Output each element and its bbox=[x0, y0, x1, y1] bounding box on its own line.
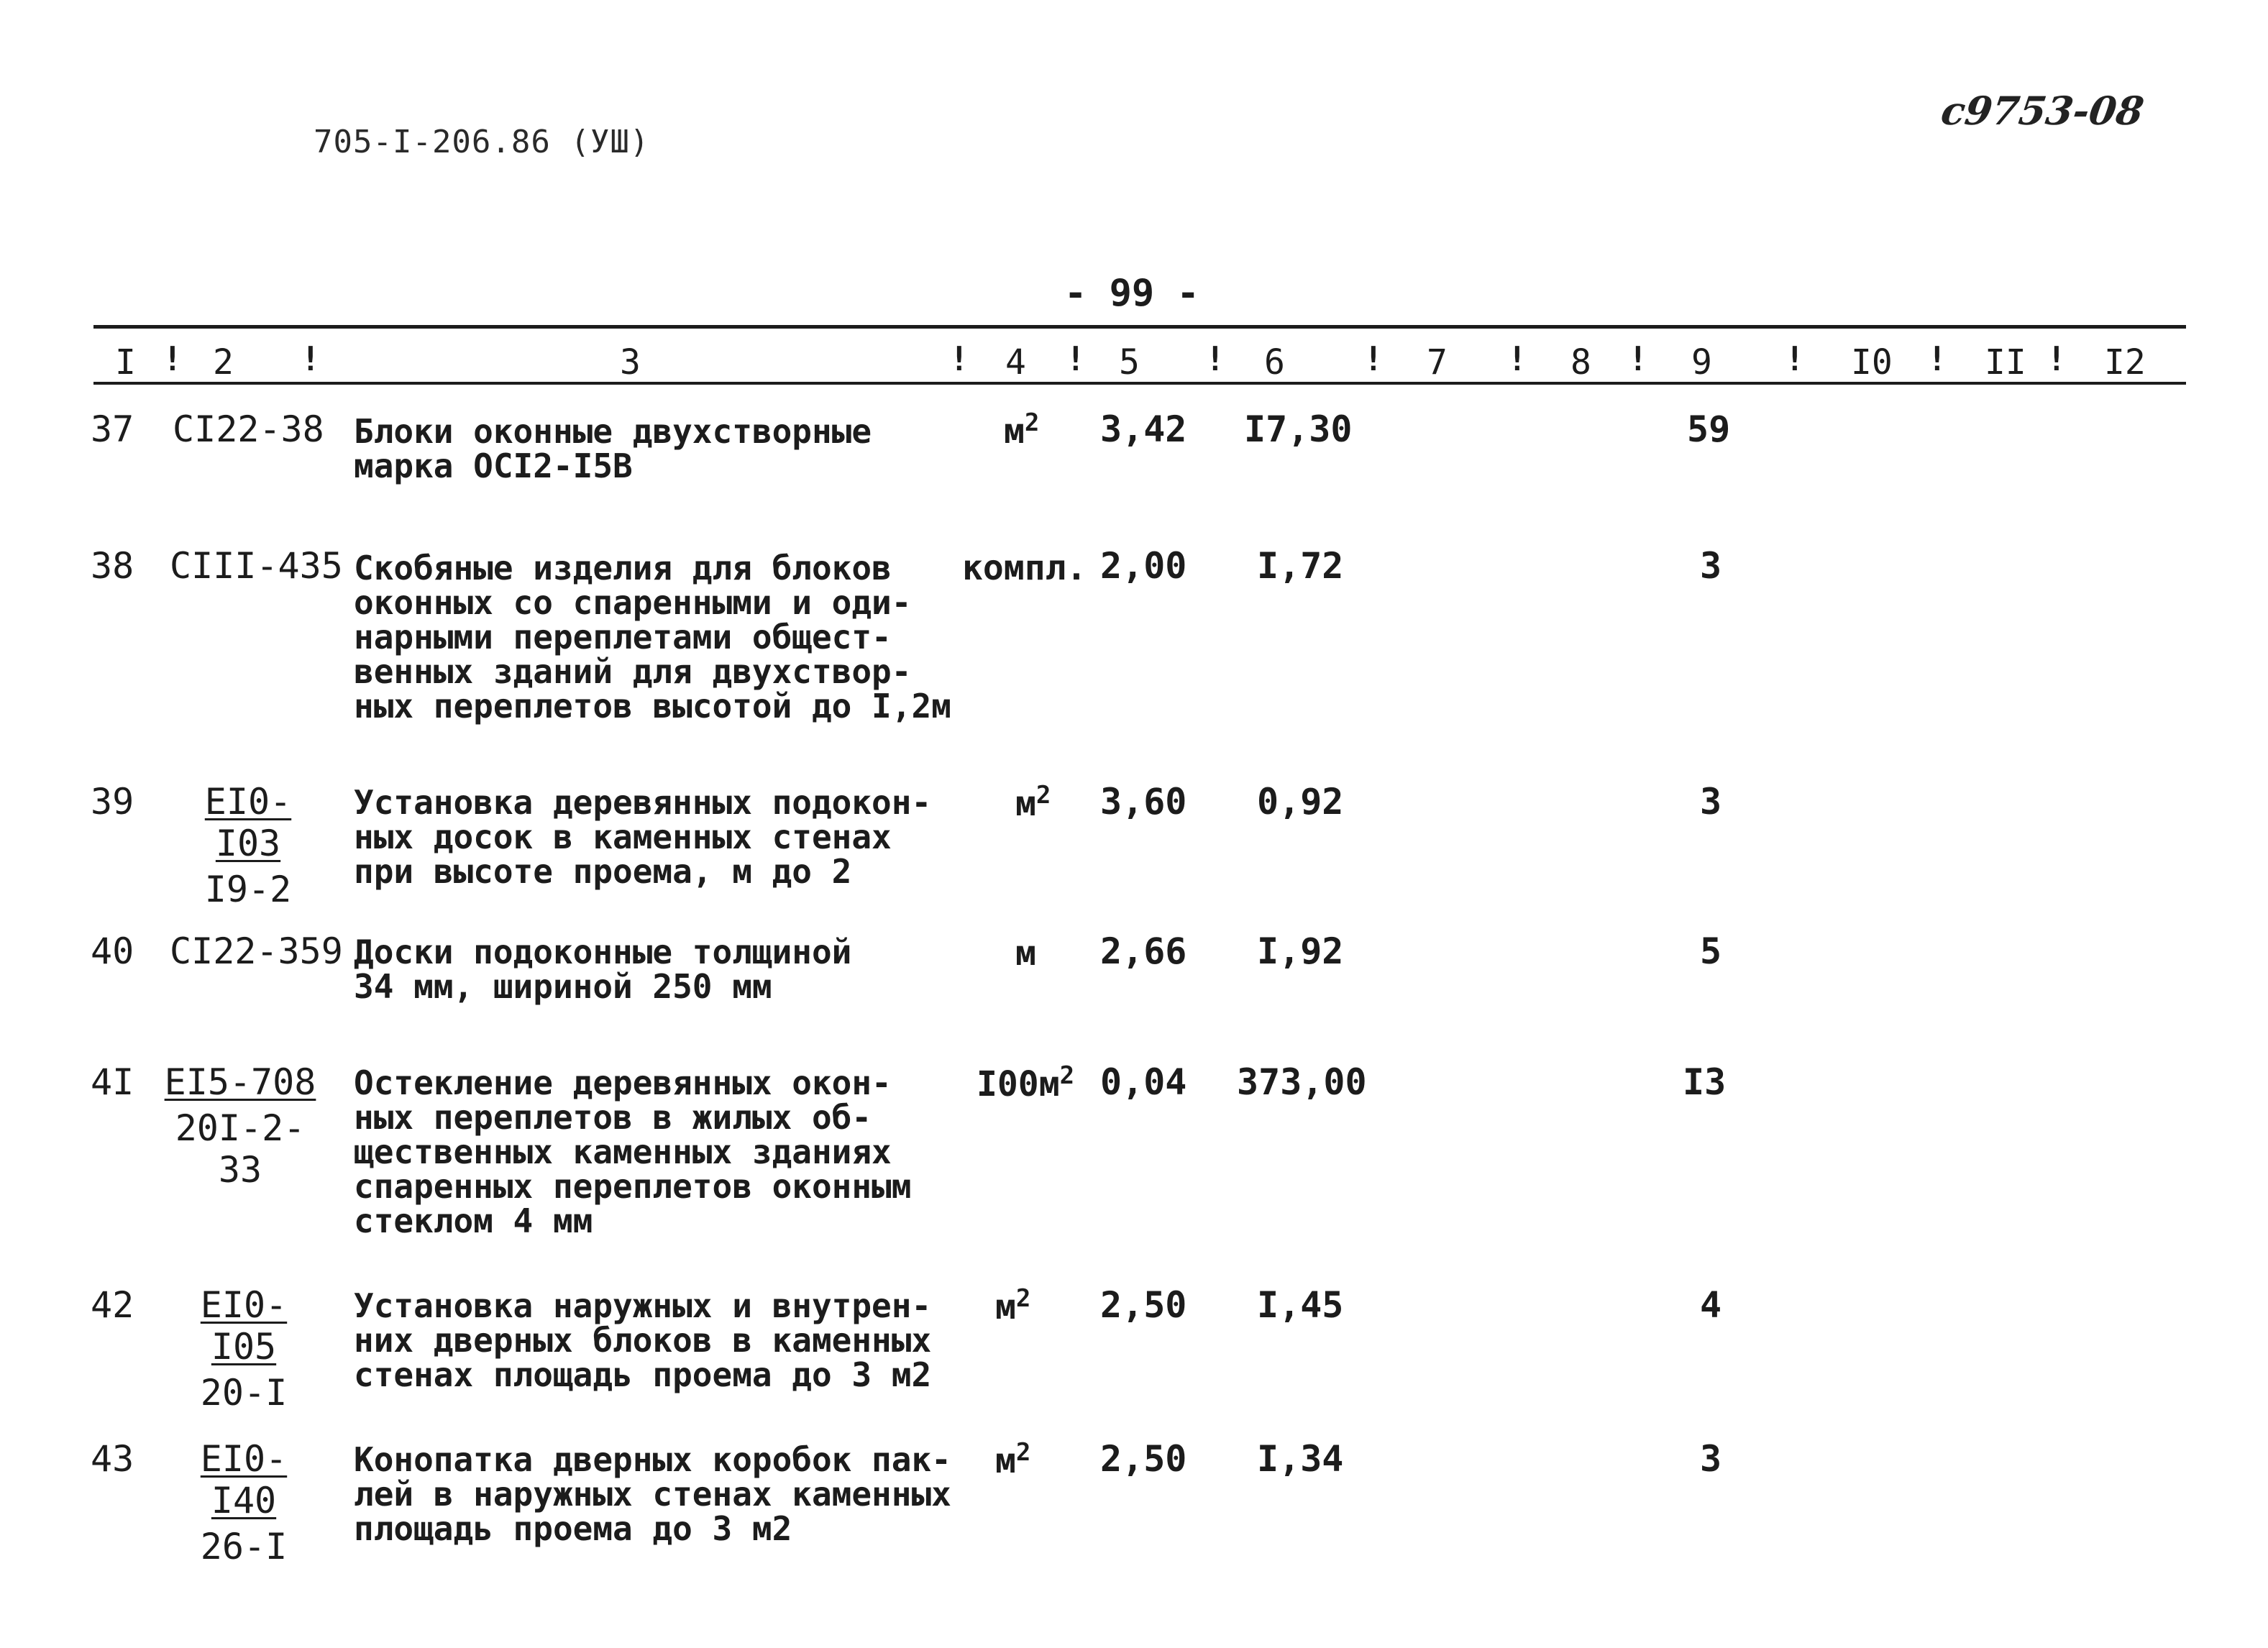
quantity-value: 0,04 bbox=[1100, 1061, 1187, 1103]
work-description: Доски подоконные толщиной 34 мм, шириной 250 мм bbox=[354, 933, 852, 1006]
col-num-12: I2 bbox=[2104, 342, 2146, 383]
unit: $м^2$ bbox=[995, 1438, 1031, 1481]
work-description: Скобяные изделия для блоков оконных со спаренными и оди- нарными переплетами общест- венных зданий для двухствор- ных переплетов высотой до I,2м bbox=[354, 549, 951, 725]
unit-cost-value: I7,30 bbox=[1244, 408, 1353, 450]
unit: $м^2$ bbox=[1004, 408, 1040, 452]
row-number: 42 bbox=[91, 1284, 134, 1326]
price-code: CI22-359 bbox=[170, 930, 343, 972]
row-number: 40 bbox=[91, 930, 134, 972]
work-description: Установка наружных и внутрен- них дверных блоков в каменных стенах площадь проема до 3 м2 bbox=[354, 1286, 932, 1394]
price-code: CI22-38 bbox=[173, 408, 324, 450]
total-value: 3 bbox=[1700, 781, 1722, 823]
work-description: Остекление деревянных окон- ных переплетов в жилых об- щественных каменных зданиях спаренных переплетов оконным стеклом 4 мм bbox=[354, 1063, 912, 1240]
column-separator: ! bbox=[1205, 339, 1225, 378]
col-num-7: 7 bbox=[1427, 342, 1448, 383]
total-value: 5 bbox=[1700, 930, 1722, 972]
price-code: EI0-I40 26-I bbox=[200, 1438, 288, 1567]
price-code: CIII-435 bbox=[170, 545, 343, 587]
total-value: I3 bbox=[1683, 1061, 1727, 1103]
document-code: 705-I-206.86 (УШ) bbox=[314, 124, 650, 160]
archive-stamp: с9753-08 bbox=[1938, 88, 2147, 134]
unit: $м^2$ bbox=[1015, 781, 1051, 824]
column-separator: ! bbox=[163, 339, 183, 378]
row-number: 38 bbox=[91, 545, 134, 587]
col-num-9: 9 bbox=[1691, 342, 1712, 383]
column-separator: ! bbox=[1927, 339, 1947, 378]
column-separator: ! bbox=[949, 339, 969, 378]
unit-cost-value: I,72 bbox=[1257, 545, 1344, 587]
col-num-3: 3 bbox=[620, 342, 641, 383]
total-value: 3 bbox=[1700, 545, 1722, 587]
price-code: EI5-708 20I-2-33 bbox=[164, 1061, 316, 1191]
unit: $I00м^2$ bbox=[977, 1061, 1075, 1104]
column-separator: ! bbox=[1066, 339, 1086, 378]
quantity-value: 2,00 bbox=[1100, 545, 1187, 587]
unit: компл. bbox=[962, 548, 1087, 588]
col-num-2: 2 bbox=[213, 342, 234, 383]
row-number: 39 bbox=[91, 781, 134, 823]
work-description: Установка деревянных подокон- ных досок в каменных стенах при высоте проема, м до 2 bbox=[354, 783, 932, 891]
unit-cost-value: 373,00 bbox=[1237, 1061, 1367, 1103]
column-separator: ! bbox=[1628, 339, 1648, 378]
col-num-10: I0 bbox=[1851, 342, 1893, 383]
col-num-5: 5 bbox=[1119, 342, 1140, 383]
table-top-rule bbox=[93, 325, 2186, 329]
quantity-value: 2,66 bbox=[1100, 930, 1187, 972]
work-description: Конопатка дверных коробок пак- лей в наружных стенах каменных площадь проема до 3 м2 bbox=[354, 1440, 951, 1548]
quantity-value: 2,50 bbox=[1100, 1284, 1187, 1326]
col-num-11: II bbox=[1985, 342, 2026, 383]
column-separator: ! bbox=[301, 339, 321, 378]
work-description: Блоки оконные двухстворные марка ОСI2-I5В bbox=[354, 412, 872, 485]
col-num-1: I bbox=[115, 342, 136, 383]
price-code: EI0-I05 20-I bbox=[200, 1284, 288, 1414]
total-value: 59 bbox=[1687, 408, 1731, 450]
unit-cost-value: I,92 bbox=[1257, 930, 1344, 972]
col-num-4: 4 bbox=[1005, 342, 1026, 383]
row-number: 4I bbox=[91, 1061, 134, 1103]
column-separator: ! bbox=[1363, 339, 1384, 378]
price-code: EI0-I03 I9-2 bbox=[204, 781, 292, 910]
unit-cost-value: I,34 bbox=[1257, 1438, 1344, 1480]
unit-cost-value: 0,92 bbox=[1257, 781, 1344, 823]
quantity-value: 3,60 bbox=[1100, 781, 1187, 823]
column-separator: ! bbox=[1785, 339, 1805, 378]
unit: $м^2$ bbox=[995, 1284, 1031, 1327]
row-number: 43 bbox=[91, 1438, 134, 1480]
column-separator: ! bbox=[2047, 339, 2067, 378]
unit-cost-value: I,45 bbox=[1257, 1284, 1344, 1326]
total-value: 4 bbox=[1700, 1284, 1722, 1326]
column-separator: ! bbox=[1507, 339, 1527, 378]
page-number: - 99 - bbox=[1064, 272, 1199, 315]
total-value: 3 bbox=[1700, 1438, 1722, 1480]
quantity-value: 2,50 bbox=[1100, 1438, 1187, 1480]
unit: м bbox=[1015, 933, 1036, 974]
quantity-value: 3,42 bbox=[1100, 408, 1187, 450]
col-num-8: 8 bbox=[1570, 342, 1591, 383]
row-number: 37 bbox=[91, 408, 134, 450]
col-num-6: 6 bbox=[1264, 342, 1285, 383]
